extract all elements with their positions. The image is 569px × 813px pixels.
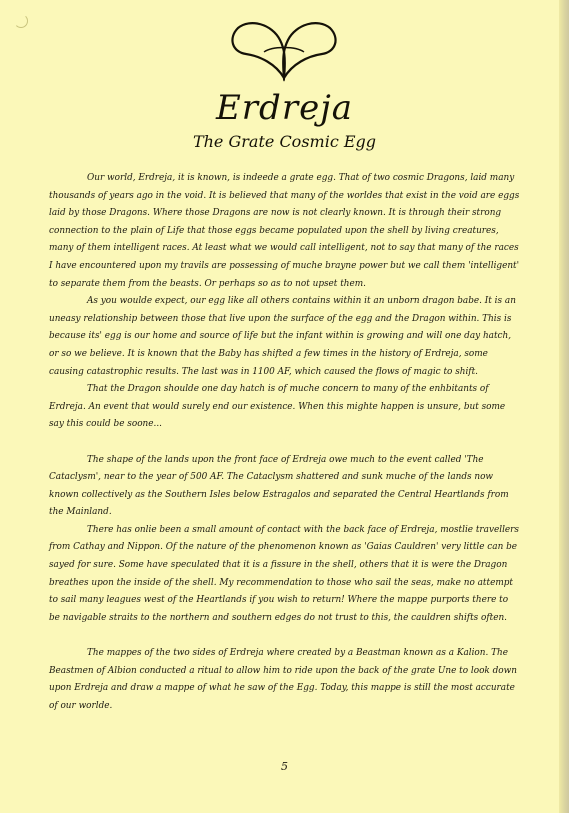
infinity-knot-icon xyxy=(224,16,344,86)
page-mark xyxy=(14,14,28,28)
page-title: Erdreja xyxy=(215,88,354,128)
paragraph: There has onlie been a small amount of contact with the back face of Erdreja, mostlie travellers from Cathay and Nippon. Of the nature of the phenomenon known as 'Gaias Cauldren' very little can be sayed for sure. Some have speculated that it is a fissure in the shell, others that it is were the Dragon breathes upon the inside of the shell. My recommendation to those who sail the seas, make no attempt to sail many leagues west of the Heartlands if you wish to return! Where the mappe purports there to be navigable straits to the northern and southern edges do not trust to this, the cauldren shifts often. xyxy=(49,524,519,623)
paragraph: The shape of the lands upon the front face of Erdreja owe much to the event called 'The Cataclysm', near to the year of 500 AF. The Cataclysm shattered and sunk muche of the lands now known collectively as the Southern Isles below Estragalos and separated the Central Heartlands from the Mainland. xyxy=(49,454,509,518)
paragraph: That the Dragon shoulde one day hatch is of muche concern to many of the enhbitants of Erdreja. An event that would surely end our existence. When this mighte happen is unsure, but some say this could be soone... xyxy=(49,384,506,430)
body-text xyxy=(49,170,521,715)
paragraph: Our world, Erdreja, it is known, is indeede a grate egg. That of two cosmic Dragons, laid many thousands of years ago in the void. It is believed that many of the worldes that exist in the void are eggs laid by those Dragons. Where those Dragons are now is not clearly known. It is through their strong connection to the plain of Life that those eggs became populated upon the shell by living creatures, many of them intelligent races. At least what we would call intelligent, not to say that many of the races I have encountered upon my travils are possessing of muche brayne power but we call them 'intelligent' to separate them from the beasts. Or perhaps so as to not upset them. xyxy=(49,173,520,289)
page-subtitle: The Grate Cosmic Egg xyxy=(192,132,377,151)
paragraph-gap xyxy=(49,627,521,645)
paragraph: As you woulde expect, our egg like all others contains within it an unborn dragon babe. It is an uneasy relationship between those that live upon the surface of the egg and the Dragon within. This is because its' egg is our home and source of life but the infant within is growing and will one day hatch, or so we believe. It is known that the Baby has shifted a few times in the history of Erdreja, some causing catastrophic results. The last was in 1100 AF, which caused the flows of magic to shift. xyxy=(49,296,516,377)
paragraph-gap xyxy=(49,434,521,452)
paragraph: The mappes of the two sides of Erdreja where created by a Beastman known as a Kalion. The Beastmen of Albion conducted a ritual to allow him to ride upon the back of the grate Une to look down upon Erdreja and draw a mappe of what he saw of the Egg. Today, this mappe is still the most accurate of our worlde. xyxy=(49,648,517,711)
page-number: 5 xyxy=(281,760,288,773)
